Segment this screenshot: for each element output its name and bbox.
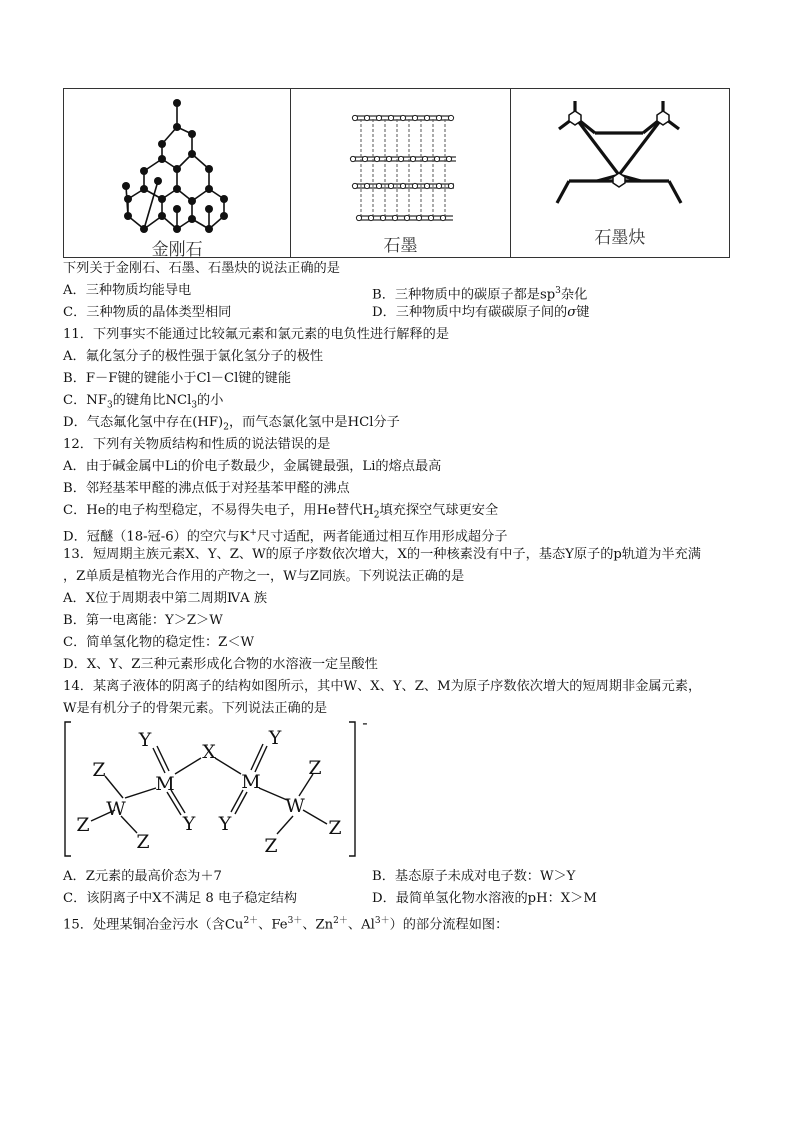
svg-text:Z: Z: [308, 757, 322, 779]
svg-text:Y: Y: [138, 729, 152, 751]
q10-option-a: A．三种物质均能导电: [63, 283, 192, 298]
svg-text:Z: Z: [92, 759, 106, 781]
svg-text:Z: Z: [264, 835, 278, 857]
q13-option-c: C．简单氢化物的稳定性：Z＜W: [63, 635, 255, 650]
q11-option-d: D．气态氟化氢中存在$(HF)_2$，而气态氯化氢中是HCl分子: [63, 415, 400, 433]
q12-stem: 12．下列有关物质结构和性质的说法错误的是: [63, 437, 331, 452]
svg-text:Y: Y: [218, 813, 232, 835]
q12-option-b: B．邻羟基苯甲醛的沸点低于对羟基苯甲醛的沸点: [63, 481, 350, 496]
q13-option-a: A．X位于周期表中第二周期ⅣA 族: [63, 591, 268, 606]
q13-stem-line2: ，Z单质是植物光合作用的产物之一，W与Z同族。下列说法正确的是: [63, 569, 465, 584]
atom-m-left: M: [155, 773, 175, 795]
q14-stem-line1: 14．某离子液体的阴离子的结构如图所示，其中W、X、Y、Z、M为原子序数依次增大的短周期非金属元素，: [63, 679, 702, 694]
svg-text:Z: Z: [136, 831, 150, 853]
atom-w-left: W: [106, 798, 126, 820]
q10-option-b: B．三种物质中的碳原子都是$sp^3$杂化: [372, 286, 588, 303]
anion-charge: -: [362, 718, 368, 732]
q11-option-a: A．氟化氢分子的极性强于氯化氢分子的极性: [63, 349, 324, 364]
q12-option-d: D．冠醚（18-冠-6）的空穴与K+尺寸适配，两者能通过相互作用形成超分子: [63, 528, 508, 545]
svg-text:Z: Z: [328, 817, 342, 839]
structure-figure-table: [63, 88, 730, 258]
q14-option-c: C．该阴离子中X不满足 8 电子稳定结构: [63, 891, 298, 906]
diamond-caption: 金刚石: [151, 240, 203, 260]
svg-text:Z: Z: [76, 814, 90, 836]
q14-option-d: D．最简单氢化物水溶液的pH：X＞M: [372, 891, 597, 906]
q10-stem: 下列关于金刚石、石墨、石墨炔的说法正确的是: [63, 261, 340, 276]
q15-stem: 15．处理某铜冶金污水（含$Cu^{2+}$、$Fe^{3+}$、$Zn^{2+}$、$Al^{3+}$）的部分流程如图：: [63, 916, 509, 933]
atom-w-right: W: [285, 795, 305, 817]
q14-option-a: A．Z元素的最高价态为＋7: [63, 869, 222, 884]
q11-stem: 11．下列事实不能通过比较氟元素和氯元素的电负性进行解释的是: [63, 327, 450, 342]
graphite-cell: [291, 89, 510, 257]
q11-option-c: C．$NF_3$的键角比NCl$_3$的小: [63, 393, 224, 411]
q11-option-b: B．F－F键的键能小于Cl－Cl键的键能: [63, 371, 292, 386]
q12-option-c: C．He的电子构型稳定，不易得失电子，用He替代$H_2$填充探空气球更安全: [63, 503, 499, 521]
atom-x: X: [202, 741, 216, 763]
diamond-cell: [64, 89, 291, 260]
q14-option-b: B．基态原子未成对电子数：W＞Y: [372, 869, 576, 884]
atom-m-right: M: [241, 771, 261, 793]
q14-stem-line2: W是有机分子的骨架元素。下列说法正确的是: [63, 701, 328, 716]
diamond-structure-image: [64, 89, 292, 259]
q13-option-b: B．第一电离能：Y＞Z＞W: [63, 613, 223, 628]
svg-text:Y: Y: [268, 727, 282, 749]
graphyne-cell: [511, 89, 729, 257]
q10-option-c: C．三种物质的晶体类型相同: [63, 305, 232, 320]
q13-option-d: D．X、Y、Z三种元素形成化合物的水溶液一定呈酸性: [63, 657, 378, 672]
svg-text:Y: Y: [182, 813, 196, 835]
anion-structure-diagram: [63, 718, 383, 860]
graphyne-caption: 石墨炔: [594, 228, 646, 248]
q13-stem-line1: 13．短周期主族元素X、Y、Z、W的原子序数依次增大，X的一种核素没有中子，基态Y原子的p轨道为半充满: [63, 547, 701, 562]
graphite-caption: 石墨: [383, 236, 418, 256]
q10-option-d: D．三种物质中均有碳碳原子间的σ键: [372, 305, 590, 320]
q12-option-a: A．由于碱金属中Li的价电子数最少，金属键最强，Li的熔点最高: [63, 459, 442, 474]
